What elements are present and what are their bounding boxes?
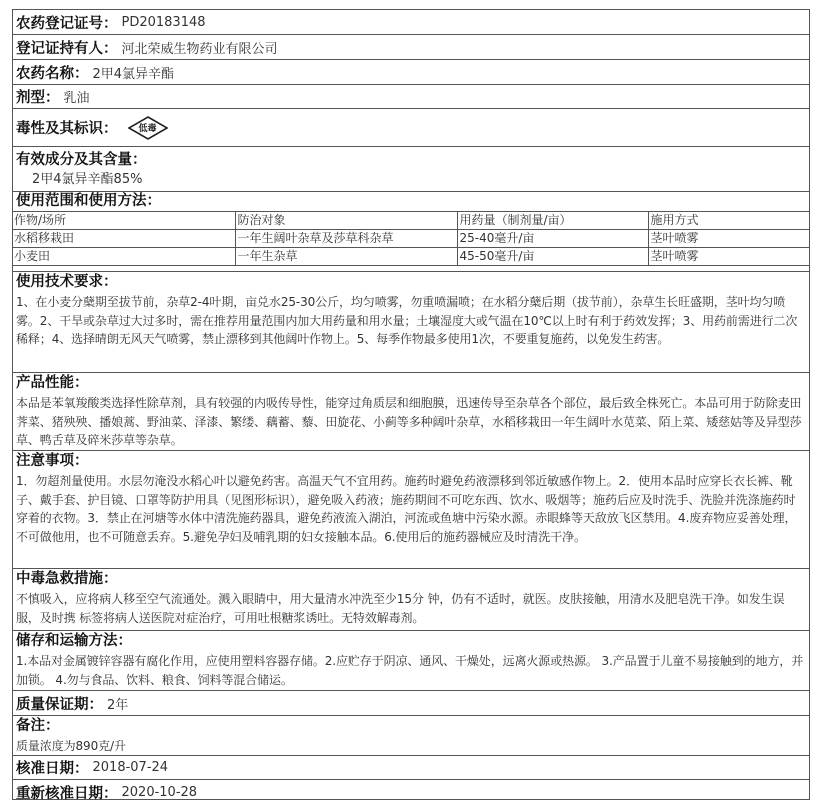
holder-label: 登记证持有人： bbox=[16, 40, 118, 57]
reapproval-date-value: 2020-10-28 bbox=[121, 784, 198, 800]
tech-label: 使用技术要求： bbox=[16, 274, 118, 290]
performance-text: 本品是苯氧羧酸类选择性除草剂，具有较强的内吸传导性，能穿过角质层和细胞膜，迅速传导至杂草各个部位，最后致全株死亡。本品可用于防除麦田荠菜、猪殃殃、播娘蒿、野油菜、泽漆、繁缕、藕蓄、藜、田旋花、小蓟等多种阔叶杂草，水稻移栽田一年生阔叶水苋菜、陌上菜、矮慈姑等及异型莎草、鸭舌草及碎米莎草等杂草。 bbox=[16, 396, 802, 447]
notes-section bbox=[13, 451, 809, 569]
table-cell: 茎叶喷雾 bbox=[648, 230, 810, 248]
form-value: 乳油 bbox=[63, 91, 90, 106]
low-toxicity-diamond-icon bbox=[128, 116, 168, 140]
table-cell: 茎叶喷雾 bbox=[648, 248, 810, 266]
table-cell: 一年生阔叶杂草及莎草科杂草 bbox=[235, 230, 457, 248]
toxicity-label: 毒性及其标识： bbox=[16, 121, 118, 137]
tech-text: 1、在小麦分蘖期至拔节前，杂草2-4叶期，亩兑水25-30公斤，均匀喷雾，勿重喷漏喷；在水稻分蘖后期（拔节前），杂草生长旺盛期，茎叶均匀喷雾。2、干旱或杂草过大过多时，需在推荐用量范围内加大用药量和用水量；土壤湿度大或气温在10℃以上时有利于药效发挥；3、用药前需进行二次稀释；4、选择晴朗无风天气喷雾，禁止漂移到其他阔叶作物上。5、每季作物最多使用1次，不要重复施药，以免发生药害。 bbox=[16, 295, 798, 346]
toxicity-row bbox=[13, 109, 809, 147]
reg-no-label: 农药登记证号： bbox=[16, 15, 118, 32]
tech-section bbox=[13, 272, 809, 373]
storage-section bbox=[13, 631, 809, 691]
usage-label: 使用范围和使用方法： bbox=[16, 193, 161, 209]
name-label: 农药名称： bbox=[16, 65, 89, 82]
usage-section bbox=[13, 192, 809, 272]
name-value: 2甲4氯异辛酯 bbox=[92, 66, 175, 82]
warranty-row bbox=[13, 691, 809, 716]
holder-value: 河北荣威生物药业有限公司 bbox=[121, 41, 278, 57]
warranty-value: 2年 bbox=[107, 697, 129, 713]
firstaid-label: 中毒急救措施： bbox=[16, 571, 118, 587]
usage-col-crop: 作物/场所 bbox=[12, 212, 235, 230]
table-row bbox=[12, 248, 810, 266]
table-cell: 一年生杂草 bbox=[235, 248, 457, 266]
remark-label: 备注： bbox=[16, 718, 60, 734]
holder-row bbox=[13, 35, 809, 60]
usage-table bbox=[12, 211, 810, 266]
usage-col-dosage: 用药量（制剂量/亩） bbox=[457, 212, 648, 230]
storage-text: 1.本品对金属镀锌容器有腐化作用，应使用塑料容器存储。2.应贮存于阴凉、通风、干燥处，远离火源或热源。 3.产品置于儿童不易接触到的地方，并加锁。 4.勿与食品、饮料、粮食、饲料等混合储运。 bbox=[16, 654, 804, 687]
table-cell: 水稻移栽田 bbox=[12, 230, 235, 248]
usage-col-method: 施用方式 bbox=[648, 212, 810, 230]
reg-no-value: PD20183148 bbox=[121, 14, 206, 30]
name-row bbox=[13, 60, 809, 85]
storage-label: 储存和运输方法： bbox=[16, 633, 132, 649]
toxicity-badge-text: 低毒 bbox=[138, 123, 157, 134]
approval-date-value: 2018-07-24 bbox=[92, 760, 169, 775]
notes-label: 注意事项： bbox=[16, 453, 89, 469]
firstaid-text: 不慎吸入，应将病人移至空气流通处。溅入眼睛中，用大量清水冲洗至少15分 钟，仍有不适时，就医。皮肤接触，用清水及肥皂洗干净。如发生误服，及时携 标签将病人送医院对症治疗，可用吐根糖浆诱吐。无特效解毒剂。 bbox=[16, 592, 785, 625]
ingredient-label: 有效成分及其含量： bbox=[16, 152, 147, 168]
notes-text: 1．勿超剂量使用。水层勿淹没水稻心叶以避免药害。高温天气不宜用药。施药时避免药液漂移到邻近敏感作物上。2．使用本品时应穿长衣长裤、靴子、戴手套、护目镜、口罩等防护用具（见图形标识），避免吸入药液；施药期间不可吃东西、饮水、吸烟等；施药后应及时洗手、洗脸并洗涤施药时穿着的衣物。3．禁止在河塘等水体中清洗施药器具，避免药液流入湖泊，河流或鱼塘中污染水源。赤眼蜂等天敌放飞区禁用。4.废弃物应妥善处理，不可做他用，也不可随意丢弃。5.避免孕妇及哺乳期的妇女接触本品。6.使用后的施药器械应及时清洗干净。 bbox=[16, 474, 797, 544]
table-cell: 45-50毫升/亩 bbox=[457, 248, 648, 266]
form-row bbox=[13, 85, 809, 109]
usage-col-target: 防治对象 bbox=[235, 212, 457, 230]
performance-section bbox=[13, 373, 809, 451]
remark-text: 质量浓度为890克/升 bbox=[16, 739, 126, 753]
table-cell: 小麦田 bbox=[12, 248, 235, 266]
table-row bbox=[12, 230, 810, 248]
warranty-label: 质量保证期： bbox=[16, 696, 103, 713]
ingredient-value: 2甲4氯异辛酯85% bbox=[32, 172, 143, 187]
approval-date-label: 核准日期： bbox=[16, 761, 89, 777]
form-label: 剂型： bbox=[16, 90, 60, 106]
pesticide-label-document bbox=[12, 9, 810, 800]
ingredient-row bbox=[13, 147, 809, 192]
reg-no-row bbox=[13, 10, 809, 35]
firstaid-section bbox=[13, 569, 809, 631]
reapproval-date-label: 重新核准日期： bbox=[16, 785, 118, 802]
reapproval-date-row bbox=[13, 780, 809, 804]
table-cell: 25-40毫升/亩 bbox=[457, 230, 648, 248]
usage-header-row bbox=[12, 212, 810, 230]
performance-label: 产品性能： bbox=[16, 375, 89, 391]
remark-section bbox=[13, 716, 809, 756]
approval-date-row bbox=[13, 756, 809, 780]
